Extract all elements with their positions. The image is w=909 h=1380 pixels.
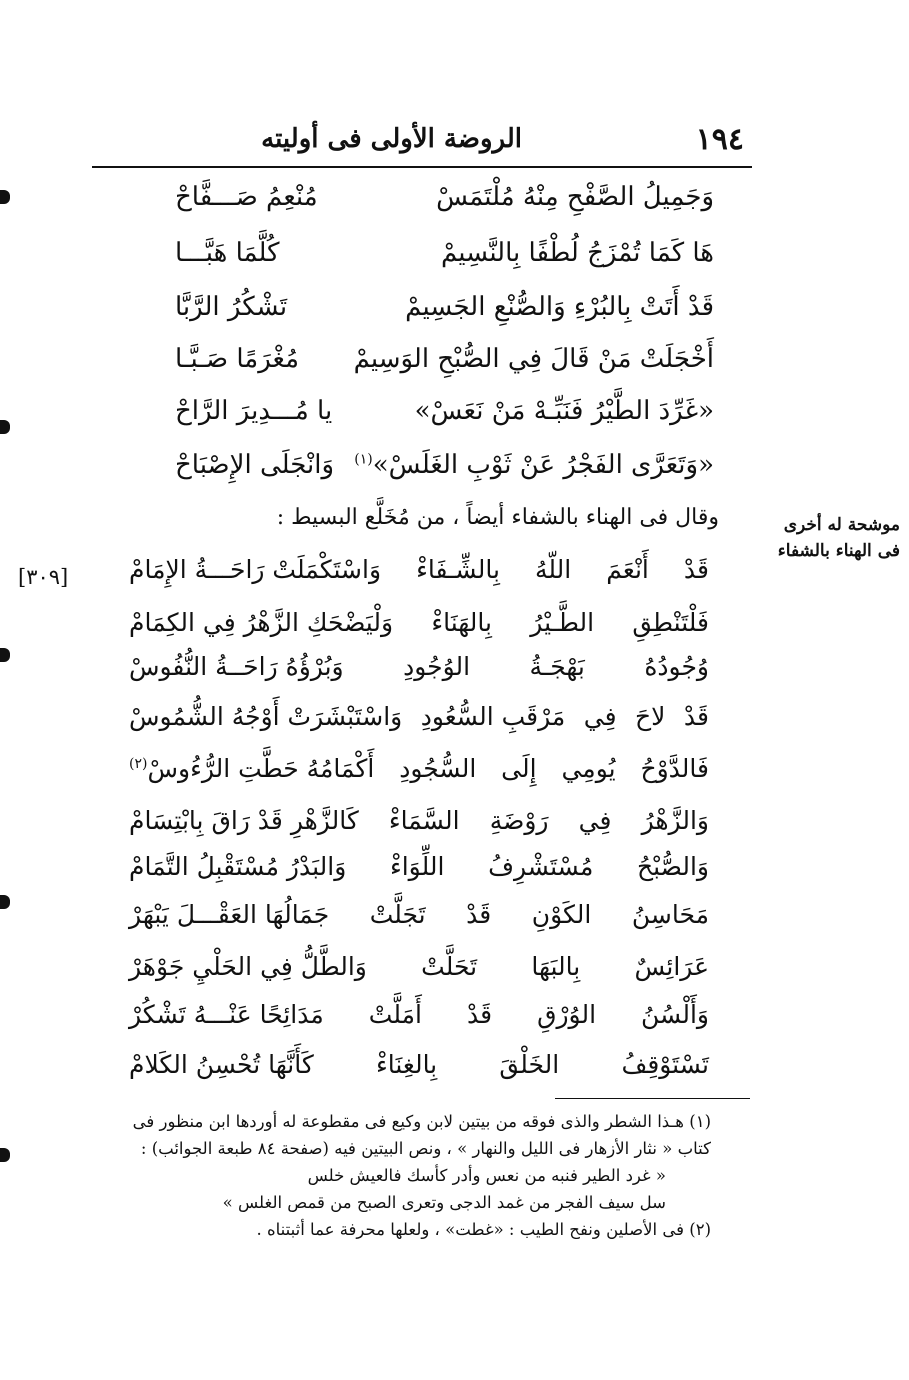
footnote-1-line: (١) هـذا الشطر والذى فوقه من بيتين لابن وكيع فى مقطوعة له أوردها ابن منظور فى xyxy=(132,1112,711,1131)
couplet-left-hemistich: يا مُـــدِيرَ الرَّاحْ xyxy=(175,396,333,426)
couplet-right-hemistich: هَا كَمَا تُمْزَجُ لُطْفًا بِالنَّسِيمْ xyxy=(440,238,714,268)
word: السُّجُودِ xyxy=(399,754,477,783)
running-title: الروضة الأولى فى أوليته xyxy=(261,124,522,154)
word: مَدَائِحًا عَنْـــهُ تَشْكُرْ xyxy=(129,1000,324,1029)
word: فِي xyxy=(583,702,617,731)
strophe-line xyxy=(129,806,709,856)
footnote-1-line: كتاب « نثار الأزهار فى الليل والنهار » ، ونص البيتين فيه (صفحة ٨٤ طبعة الجوائب) : xyxy=(140,1139,711,1158)
poem-couplet xyxy=(175,396,714,446)
word: كَأَنَّهَا تُحْسِنُ الكَلامْ xyxy=(129,1050,314,1079)
footnote-1-verse: « غرد الطير فنبه من نعس وأدر كأسك فالعيش خلس xyxy=(307,1166,666,1185)
couplet-left-hemistich: مُنْعِمُ صَـــفَّاحْ xyxy=(175,182,318,212)
word: فِي xyxy=(578,806,612,835)
strophe-line xyxy=(129,702,709,752)
word: بِالهَنَاءْ xyxy=(431,608,492,637)
word: تَسْتَوْقِفُ xyxy=(621,1050,709,1079)
word: وَبُرْؤُهُ رَاحَــةُ النُّفُوسْ xyxy=(129,652,344,681)
word: أَمَلَّتْ xyxy=(368,1000,422,1029)
word: عَرَائِسٌ xyxy=(634,952,709,981)
strophe-line xyxy=(129,555,709,605)
couplet-right-text: «وَتَعَرَّى الفَجْرُ عَنْ ثَوْبِ الغَلَسْ» xyxy=(372,450,714,480)
margin-reference: [٣٠٩] xyxy=(18,565,69,589)
edge-mark xyxy=(0,190,10,204)
word: وَالصُّبْحُ xyxy=(637,852,709,881)
word: وَالطَّلُّ فِي الحَلْيِ جَوْهَرْ xyxy=(129,952,367,981)
word: مَرْقَبِ السُّعُودِ xyxy=(420,702,566,731)
word: فَالدَّوْحُ xyxy=(640,754,709,783)
word: اللِّوَاءْ xyxy=(389,852,445,881)
word: الوُرْقِ xyxy=(537,1000,597,1029)
edge-mark xyxy=(0,648,10,662)
word: أَنْعَمَ xyxy=(606,555,649,584)
word-with-ref xyxy=(129,754,374,804)
poem-couplet xyxy=(175,238,714,288)
couplet-right-hemistich: قَدْ أَتَتْ بِالبُرْءِ وَالصُّنْعِ الجَسِيمْ xyxy=(405,292,714,322)
couplet-left-hemistich: تَشْكُرُ الرَّبَّا xyxy=(175,292,288,322)
word: جَمَالُهَا العَقْـــلَ يَبْهَرْ xyxy=(129,900,330,929)
strophe-line xyxy=(129,952,709,1002)
word: وَالزَّهْرُ xyxy=(641,806,709,835)
word: بِالشِّـفَاءْ xyxy=(416,555,500,584)
strophe-line xyxy=(129,652,709,702)
word: مُسْتَشْرِفُ xyxy=(488,852,594,881)
word: وَالبَدْرُ مُسْتَقْبِلُ التَّمَامْ xyxy=(129,852,347,881)
word: الخَلْقَ xyxy=(499,1050,560,1079)
couplet-right-hemistich: «غَرِّدَ الطَّيْرُ فَنَبِّـهْ مَنْ نَعَسْ» xyxy=(414,396,714,426)
word: الوُجُودِ xyxy=(403,652,471,681)
word: رَوْضَةِ xyxy=(489,806,549,835)
word: لاحَ xyxy=(635,702,666,731)
word: بَهْجَـةُ xyxy=(529,652,585,681)
word: فَلْتَنْطِقِ xyxy=(632,608,709,637)
word: بِالغِنَاءْ xyxy=(375,1050,438,1079)
word: قَدْ xyxy=(466,1000,493,1029)
strophe-line xyxy=(129,754,709,804)
word: تَحَلَّتْ xyxy=(421,952,478,981)
couplet-right-hemistich xyxy=(354,450,714,480)
footnote-ref: (١) xyxy=(354,451,373,468)
word: قَدْ xyxy=(466,900,492,929)
poem-couplet xyxy=(175,292,714,342)
couplet-right-hemistich: وَجَمِيلُ الصَّفْحِ مِنْهُ مُلْتَمَسْ xyxy=(436,182,714,212)
word: الطَّـيْرُ xyxy=(530,608,595,637)
word: وَاسْتَكْمَلَتْ رَاحَـــةُ الإِمَامْ xyxy=(129,555,382,584)
footnote-ref: (٢) xyxy=(129,755,148,772)
footnote-2: (٢) فى الأصلين ونفح الطيب : «غطت» ، ولعلها محرفة عما أثبتناه . xyxy=(256,1220,711,1239)
poem-couplet xyxy=(175,182,714,232)
word: قَدْ xyxy=(683,555,709,584)
intro-line: وقال فى الهناء بالشفاء أيضاً ، من مُخَلَّع البسيط : xyxy=(276,505,719,530)
word: مَحَاسِنُ xyxy=(631,900,709,929)
page-number: ١٩٤ xyxy=(695,122,744,157)
word: تَجَلَّتْ xyxy=(369,900,426,929)
strophe-line xyxy=(129,900,709,950)
word: وُجُودُهُ xyxy=(644,652,709,681)
word: السَّمَاءْ xyxy=(388,806,460,835)
word: اللّهُ xyxy=(534,555,572,584)
word: كَالزَّهْرِ قَدْ رَاقَ بِابْتِسَامْ xyxy=(129,806,359,835)
footnote-1-verse: سل سيف الفجر من غمد الدجى وتعرى الصبح من قمص الغلس » xyxy=(222,1193,666,1212)
couplet-left-hemistich: وَانْجَلَى الإِصْبَاحْ xyxy=(175,450,335,480)
word: وَلْيَضْحَكِ الزَّهْرُ فِي الكِمَامْ xyxy=(129,608,394,637)
word: إِلَى xyxy=(501,754,537,783)
footnotes xyxy=(111,1108,711,1243)
page-header xyxy=(92,118,752,168)
side-note: موشحة له أخرى فى الهناء بالشفاء xyxy=(777,515,900,561)
poem-couplet xyxy=(175,344,714,394)
word: وَأَلْسُنُ xyxy=(641,1000,709,1029)
strophe-line xyxy=(129,608,709,658)
word: يُومِي xyxy=(561,754,616,783)
strophe-line xyxy=(129,852,709,902)
footnote-rule xyxy=(555,1098,750,1099)
word: وَاسْتَبْشَرَتْ أَوْجُهُ الشُّمُوسْ xyxy=(129,702,403,731)
couplet-right-hemistich: أَخْجَلَتْ مَنْ قَالَ فِي الصُّبْحِ الوَسِيمْ xyxy=(353,344,714,374)
couplet-left-hemistich: مُغْرَمًا صَـبَّـا xyxy=(175,344,300,374)
poem-couplet xyxy=(175,450,714,500)
word: قَدْ xyxy=(683,702,709,731)
strophe-line xyxy=(129,1050,709,1100)
word: الكَوْنِ xyxy=(531,900,592,929)
word: بِالبَهَا xyxy=(531,952,581,981)
word: أَكْمَامُهُ حَطَّتِ الرُّءُوسْ xyxy=(147,754,375,783)
couplet-left-hemistich: كُلَّمَا هَبَّـــا xyxy=(175,238,280,268)
strophe-line xyxy=(129,1000,709,1050)
edge-mark xyxy=(0,895,10,909)
edge-mark xyxy=(0,1148,10,1162)
edge-mark xyxy=(0,420,10,434)
